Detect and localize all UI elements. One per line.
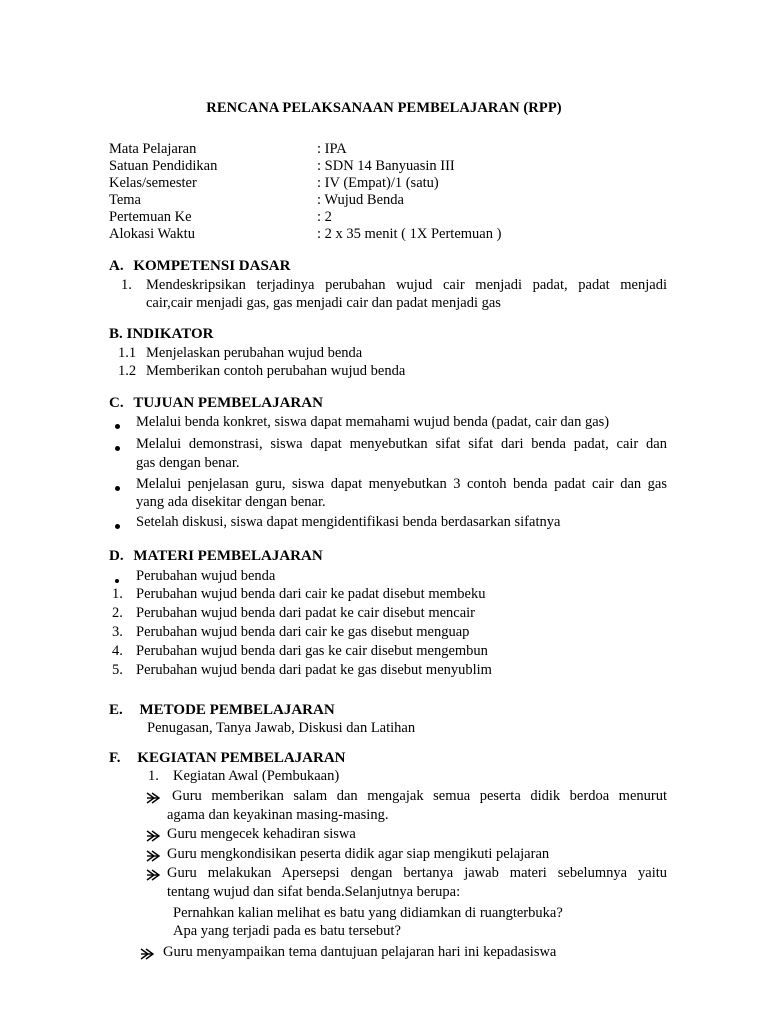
list-item-text: Perubahan wujud benda dari padat ke cair disebut mencair: [136, 605, 476, 621]
section-c-heading: [109, 395, 323, 412]
bullet-icon: [112, 480, 122, 497]
list-item-text: Perubahan wujud benda dari cair ke gas disebut menguap: [136, 624, 470, 640]
list-item-text: Guru mengecek kehadiran siswa: [167, 826, 356, 842]
section-letter: D.: [109, 548, 124, 564]
sub-heading: Kegiatan Awal (Pembukaan): [173, 768, 340, 784]
list-item-text: Guru memberikan salam dan mengajak semua peserta didik berdoa menurut: [172, 788, 667, 804]
section-title: MATERI PEMBELAJARAN: [133, 548, 323, 564]
list-item-text: tentang wujud dan sifat benda.Selanjutnya berupa:: [167, 884, 461, 900]
list-item-text: gas dengan benar.: [136, 455, 240, 471]
meta-value: : Wujud Benda: [317, 192, 404, 208]
list-number: 1.: [121, 277, 132, 293]
question-text: Pernahkan kalian melihat es batu yang didiamkan di ruangterbuka?: [173, 905, 563, 921]
section-a-heading: [109, 258, 290, 275]
meta-value: : IPA: [317, 141, 347, 157]
meta-value: : SDN 14 Banyuasin III: [317, 158, 455, 174]
list-item-text: Memberikan contoh perubahan wujud benda: [146, 363, 406, 379]
list-item-text: Guru melakukan Apersepsi dengan bertanya jawab materi sebelumnya yaitu: [167, 865, 667, 881]
list-number: 2.: [112, 605, 123, 621]
list-number: 5.: [112, 662, 123, 678]
section-title: METODE PEMBELAJARAN: [139, 702, 335, 718]
document-title: RENCANA PELAKSANAAN PEMBELAJARAN (RPP): [206, 100, 562, 116]
list-item-text: Setelah diskusi, siswa dapat mengidentifikasi benda berdasarkan sifatnya: [136, 514, 561, 530]
section-letter: F.: [109, 750, 121, 766]
section-d-heading: [109, 548, 323, 565]
section-title: KEGIATAN PEMBELAJARAN: [137, 750, 346, 766]
arrow-bullet-icon: [146, 792, 162, 804]
meta-label: Mata Pelajaran: [109, 141, 197, 157]
list-item-text: Melalui benda konkret, siswa dapat memahami wujud benda (padat, cair dan gas): [136, 414, 610, 430]
question-text: Apa yang terjadi pada es batu tersebut?: [173, 923, 401, 939]
list-number: 1.2: [118, 363, 137, 379]
list-item-text: Mendeskripsikan terjadinya perubahan wujud cair menjadi padat, padat menjadi: [146, 277, 667, 293]
list-number: 1.: [148, 768, 159, 784]
section-letter: C.: [109, 395, 124, 411]
arrow-bullet-icon: [146, 830, 162, 842]
arrow-bullet-icon: [146, 850, 162, 862]
section-title: KOMPETENSI DASAR: [133, 258, 291, 274]
list-item-text: Melalui demonstrasi, siswa dapat menyebutkan sifat sifat dari benda padat, cair dan: [136, 436, 667, 452]
meta-label: Kelas/semester: [109, 175, 197, 191]
section-letter: A.: [109, 258, 124, 274]
list-item-text: cair,cair menjadi gas, gas menjadi cair dan padat menjadi gas: [146, 295, 501, 311]
bullet-icon: [112, 440, 122, 457]
list-item-text: Melalui penjelasan guru, siswa dapat menyebutkan 3 contoh benda padat cair dan gas: [136, 476, 667, 492]
section-text: Penugasan, Tanya Jawab, Diskusi dan Latihan: [147, 720, 416, 736]
list-item-text: Perubahan wujud benda dari padat ke gas disebut menyublim: [136, 662, 492, 678]
section-b-heading: B. INDIKATOR: [109, 326, 214, 342]
meta-label: Pertemuan Ke: [109, 209, 192, 225]
list-number: 4.: [112, 643, 123, 659]
meta-value: : 2: [317, 209, 332, 225]
list-number: 1.1: [118, 345, 137, 361]
meta-label: Tema: [109, 192, 141, 208]
bullet-icon: [112, 518, 122, 535]
arrow-bullet-icon: [140, 948, 156, 960]
meta-value: : 2 x 35 menit ( 1X Pertemuan ): [317, 226, 502, 242]
list-number: 3.: [112, 624, 123, 640]
section-title: TUJUAN PEMBELAJARAN: [133, 395, 323, 411]
list-number: 1.: [112, 586, 123, 602]
list-item-text: agama dan keyakinan masing-masing.: [167, 807, 389, 823]
arrow-bullet-icon: [146, 869, 162, 881]
list-item-text: Perubahan wujud benda: [136, 568, 276, 584]
list-item-text: Guru menyampaikan tema dantujuan pelajaran hari ini kepadasiswa: [163, 944, 557, 960]
meta-label: Alokasi Waktu: [109, 226, 195, 242]
list-item-text: yang ada disekitar dengan benar.: [136, 494, 326, 510]
list-item-text: Menjelaskan perubahan wujud benda: [146, 345, 363, 361]
list-item-text: Guru mengkondisikan peserta didik agar siap mengikuti pelajaran: [167, 846, 550, 862]
meta-value: : IV (Empat)/1 (satu): [317, 175, 439, 191]
list-item-text: Perubahan wujud benda dari gas ke cair disebut mengembun: [136, 643, 488, 659]
bullet-icon: [112, 418, 122, 435]
list-item-text: Perubahan wujud benda dari cair ke padat disebut membeku: [136, 586, 486, 602]
section-f-heading: [109, 750, 346, 767]
section-letter: E.: [109, 702, 123, 718]
meta-label: Satuan Pendidikan: [109, 158, 218, 174]
section-e-heading: [109, 702, 335, 719]
